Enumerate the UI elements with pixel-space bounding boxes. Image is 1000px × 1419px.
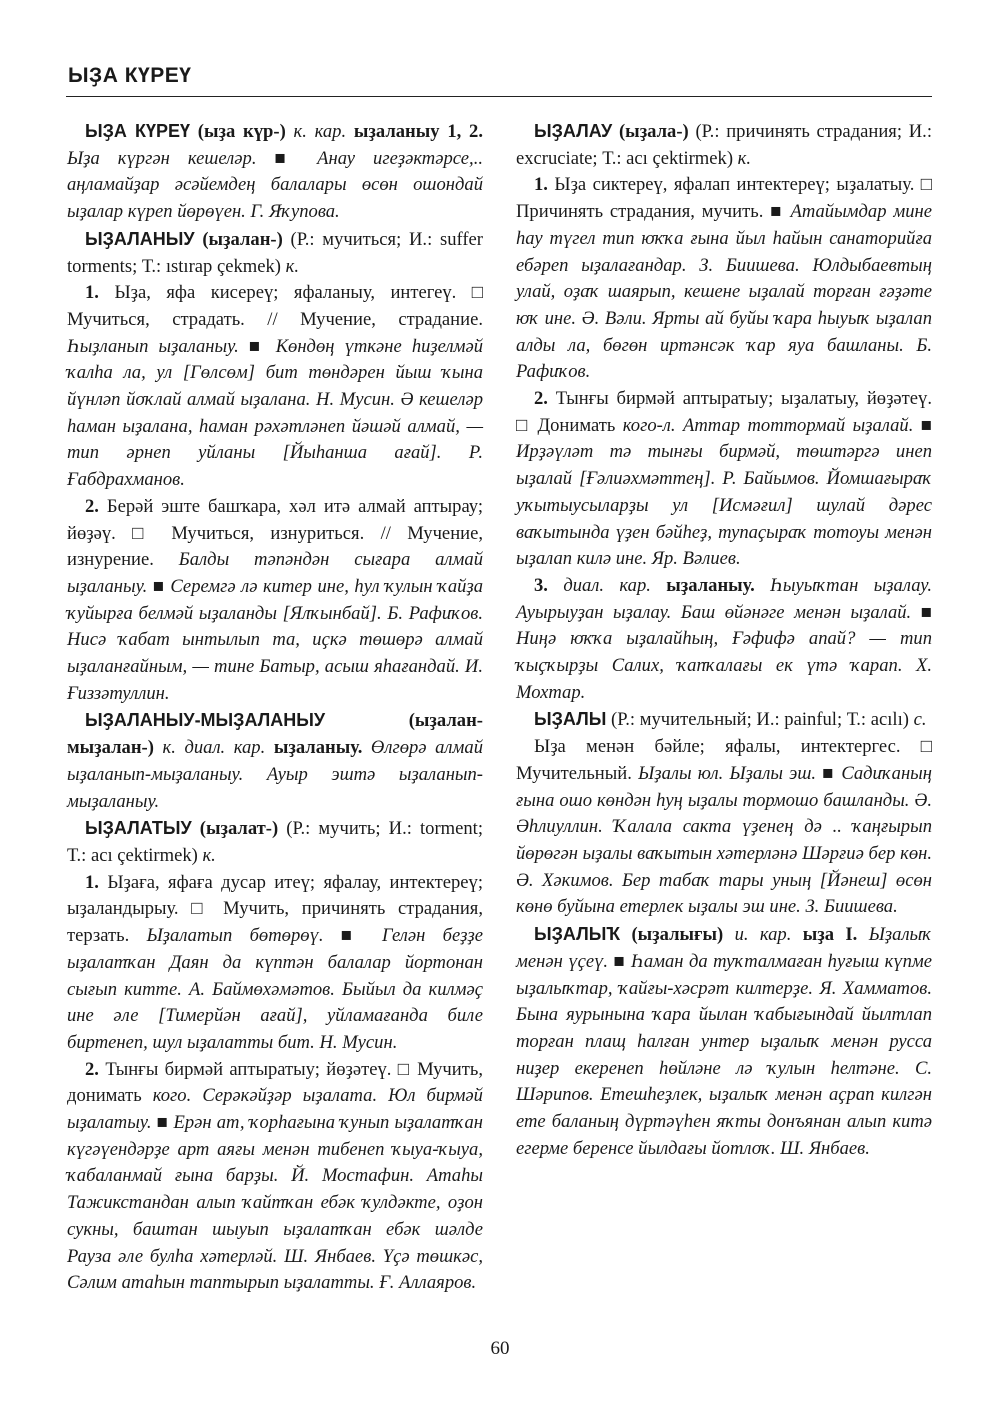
headword: ЫҘА КҮРЕҮ xyxy=(85,121,191,141)
grammar-mark: к. xyxy=(202,844,216,866)
headword: ЫҘАЛЫ xyxy=(534,709,607,730)
grammar-mark: к. кар. xyxy=(293,121,347,142)
headword: ЫҘАЛАНЫУ-МЫҘАЛАНЫУ xyxy=(85,710,326,731)
sense-3 xyxy=(516,573,932,707)
grammar-mark: диал. кар. xyxy=(563,574,651,596)
examples: Өлгөрә алмай ыҙаланып-мыҙаланыу. Ауыр эштә ыҙаланып-мыҙаланыу. xyxy=(67,737,483,812)
sense-1 xyxy=(67,870,483,1057)
entry-yzaly xyxy=(516,706,932,734)
sense-number: 1. xyxy=(85,871,99,893)
page-number: 60 xyxy=(490,1338,510,1359)
cross-reference: ыҙаланыу 1, 2. xyxy=(353,121,483,142)
sense-number: 1. xyxy=(85,282,99,304)
entry-form: (ыҙа күр-) xyxy=(197,121,286,142)
translation-gloss: (Р.: причинять страдания; И.: excruciate; Т.: acı çektirmek) xyxy=(516,121,932,169)
translation-gloss: (Р.: мучительный; И.: painful; Т.: acılı) xyxy=(611,709,909,731)
grammar-mark: к. xyxy=(285,255,299,277)
examples: Ыҙалы юл. Ыҙалы эш. ■ Садиҡаның ғына ошо көндән һуң ыҙалы тормошо башланды. Ә. Әһлиуллин. Ҡалала сакта үҙенең дә .. ҡаңғырып йөрөгән ыҙалы ваҡытын хәтерләнә Шәрғиә бер көн. Ә. Хәкимов. Бер табаҡ тары уның [Йәнеш] өсөн көнө буйына етерлек ыҙалы эш ине. З. Биишева. xyxy=(516,762,932,918)
sense-definition: Ыҙа, яфа кисереү; яфаланыу, интегеү. □ Мучиться, страдать. // Мучение, страдание. xyxy=(67,282,484,330)
headword: ЫҘАЛАУ xyxy=(534,121,613,141)
entry-yzalanyu-myzalanyu xyxy=(67,707,483,815)
sense-definition: Ыҙа сиктереү, яфалап интектереү; ыҙалатыу. □ Причинять страдания, мучить. xyxy=(516,174,932,223)
entry-yzalanyu xyxy=(67,226,483,280)
translation-gloss: (Р.: мучиться; И.: suffer torments; Т.: ıstırap çekmek) xyxy=(67,228,483,277)
entry-yzalyk xyxy=(516,921,932,1162)
sense-definition: Тынғы бирмәй аптыратыу; йөҙәтеү. □ Мучить, донимать xyxy=(67,1058,483,1107)
right-column xyxy=(516,118,932,1162)
entry-form: (ыҙалығы) xyxy=(631,924,724,946)
cross-reference: ыҙа I. xyxy=(802,924,858,946)
examples: ■ Атайымдар мине һау түгел тип юҡҡа ғына йыл һайын санаторийға ебәреп ыҙалағандар. З. Биишева. Юлдыбаевтың улай, оҙаҡ шаярып, кешене ыҙалай торған ғәҙәте юҡ ине. Ә. Вәли. Ярты ай буйы ҡара һыуыҡ ыҙалап алды ла, бөгөн иртәнсәк ҡар яуа башланы. Б. Рафиҡов. xyxy=(516,201,932,383)
examples: Балды тәпәндән сығара алмай ыҙаланыу. ■ Серемгә лә китер ине, һул ҡулын ҡайҙа ҡуйырға белмәй ыҙаланды [Ялҡынбай]. Б. Рафиҡов. Нисә ҡабат ынтылып та, иҫкә төшөрә алмай ыҙаланғайным, — тине Батыр, асыш яһағандай. И. Ғиззәтуллин. xyxy=(67,549,483,704)
sense-1 xyxy=(516,172,932,386)
entry-yzalau xyxy=(516,118,932,172)
entry-form: (ыҙалан-) xyxy=(202,228,283,250)
entry-form: (ыҙалан-мыҙалан-) xyxy=(67,710,483,759)
examples: Ыҙа күргән кешеләр. ■ Анау игеҙәктәрсе,.. аңламайҙар әсәйемдең балалары өсөн ошондай ыҙалар күреп йөрөүен. Г. Яҡупова. xyxy=(67,147,483,223)
left-column xyxy=(67,118,483,1297)
sense-2 xyxy=(67,1057,483,1297)
grammar-mark: с. xyxy=(913,709,927,731)
sense-definition: Ыҙа менән бәйле; яфалы, интектергес. □ Мучительный. xyxy=(516,736,932,784)
examples: Серәкәйҙәр ыҙалата. Юл бирмәй ыҙалатыу. ■ Ерән ат, ҡорһағына ҡунып ыҙалатҡан күгәүендәрҙе арт аяғы менән тибенеп ҡыуа-ҡыуа, ҡабаланмай ғына барҙы. Й. Мостафин. Атаһы Тажикстандан алып ҡайтҡан ебәк ҡулдәкте, оҙон сукны, баштан шыуып ыҙалатҡан ебәк шәлде Рауза әле булһа хәтерләй. Ш. Янбаев. Үҫә төшкәс, Сәлим атаһын таптырып ыҙалатты. Ғ. Аллаяров. xyxy=(67,1085,483,1294)
examples: Ыҙалатып бөтөрөү. ■ Гелән беҙҙе ыҙалатҡан Даян да күптән балалар йортонан сығып китте. А. Баймөхәмәтов. Быйыл да килмәҫ ине әле [Тимерйән ағай], уйламағанда биле биртенеп, шул ыҙалатты бит. Н. Мусин. xyxy=(67,925,483,1053)
headword: ЫҘАЛАТЫУ xyxy=(85,818,192,839)
headword: ЫҘАЛЫҠ xyxy=(534,924,621,945)
sense-definition: Берәй эште башҡара, хәл итә алмай аптырау; йөҙәү. □ Мучиться, изнуриться. // Мучение, изнурение. xyxy=(67,495,484,571)
entry-yza-kureu xyxy=(67,118,483,226)
grammar-mark: к. диал. кар. xyxy=(162,737,266,759)
sense-2 xyxy=(516,386,932,573)
examples: Аттар тоттормай ыҙалай. ■ Ирҙәүләт тә тынғы бирмәй, төштәргә инеп ыҙалай [Ғәлиәхмәттең]. Р. Байымов. Йомшағыраҡ уҡытыусыларҙы ул [Исмәғил] шулай дәрес ваҡытында үҙен бәйһеҙ, тупаҫыраҡ тотоуы менән ыҙалап килә ине. Яр. Вәлиев. xyxy=(516,414,932,570)
entry-form: (ыҙалат-) xyxy=(199,818,279,840)
sense-number: 2. xyxy=(85,495,99,517)
headword: ЫҘАЛАНЫУ xyxy=(85,228,195,249)
sense-number: 1. xyxy=(534,174,548,196)
entry-yzalatyu xyxy=(67,815,483,869)
examples: Һыҙланып ыҙаланыу. ■ Көндөң үткәне һиҙелмәй ҡалһа ла, ул [Гөлсөм] бит төндәрен йыш ҡына йүнләп йоҡлай алмай ыҙалана. Н. Мусин. Ә кешеләр һаман ыҙалана, һаман рәхәтләнеп йәшәй алмай, — тип әрнеп уйланы [Йыһанша ағай]. Р. Ғабдрахманов. xyxy=(67,335,483,491)
sense-number: 2. xyxy=(534,388,548,410)
entry-form: (ыҙала-) xyxy=(618,121,689,142)
sense-number: 3. xyxy=(534,574,548,596)
entry-body xyxy=(516,734,932,921)
grammar-mark: и. кар. xyxy=(734,924,792,946)
grammar-mark: кого-л. xyxy=(622,414,676,436)
translation-gloss: (Р.: мучить; И.: torment; Т.: acı çektirmek) xyxy=(67,818,483,866)
sense-definition: Тынғы бирмәй аптыратыу; ыҙалатыу, йөҙәтеү. □ Донимать xyxy=(516,388,933,436)
grammar-mark: к. xyxy=(737,147,752,169)
header-rule xyxy=(66,96,932,97)
sense-1 xyxy=(67,280,483,494)
examples: Һыуыҡтан ыҙалау. Ауырыуҙан ыҙалау. Баш өйәнәге менән ыҙалай. ■ Ниңә юҡҡа ыҙалайһың, Ғәфифә апай? — тип ҡыҫҡырҙы Салих, ҡапҡалағы ек үтә ҡарап. Х. Мохтар. xyxy=(516,574,932,703)
grammar-mark: кого. xyxy=(152,1085,192,1107)
examples: Ыҙалыҡ менән үҫеү. ■ Һаман да туҡталмаған һуғыш күпме ыҙалыҡтар, ҡайғы-хәсрәт килтерҙе. Я. Хамматов. Бына яурынына ҡара йылан ҡабығындай йылтлап торған плащ һалған унтер ыҙалыҡ менән русса ниҙер екеренеп һөйләне лә ҡулын һелтәне. С. Шәрипов. Етешһеҙлек, ыҙалыҡ менән аҫрап килгән ете баланың дүртәүһен яҡты донъянан алып китә егерме беренсе йылдағы йотлоҡ. Ш. Янбаев. xyxy=(516,924,932,1159)
sense-definition: Ыҙаға, яфаға дусар итеү; яфалау, интектереү; ыҙаландырыу. □ Мучить, причинять страдания, терзать. xyxy=(67,871,483,947)
sense-2 xyxy=(67,494,483,708)
sense-number: 2. xyxy=(85,1058,99,1080)
cross-reference: ыҙаланыу. xyxy=(273,737,363,759)
running-head: ЫҘА КҮРЕҮ xyxy=(68,64,192,87)
cross-reference: ыҙаланыу. xyxy=(666,574,755,596)
